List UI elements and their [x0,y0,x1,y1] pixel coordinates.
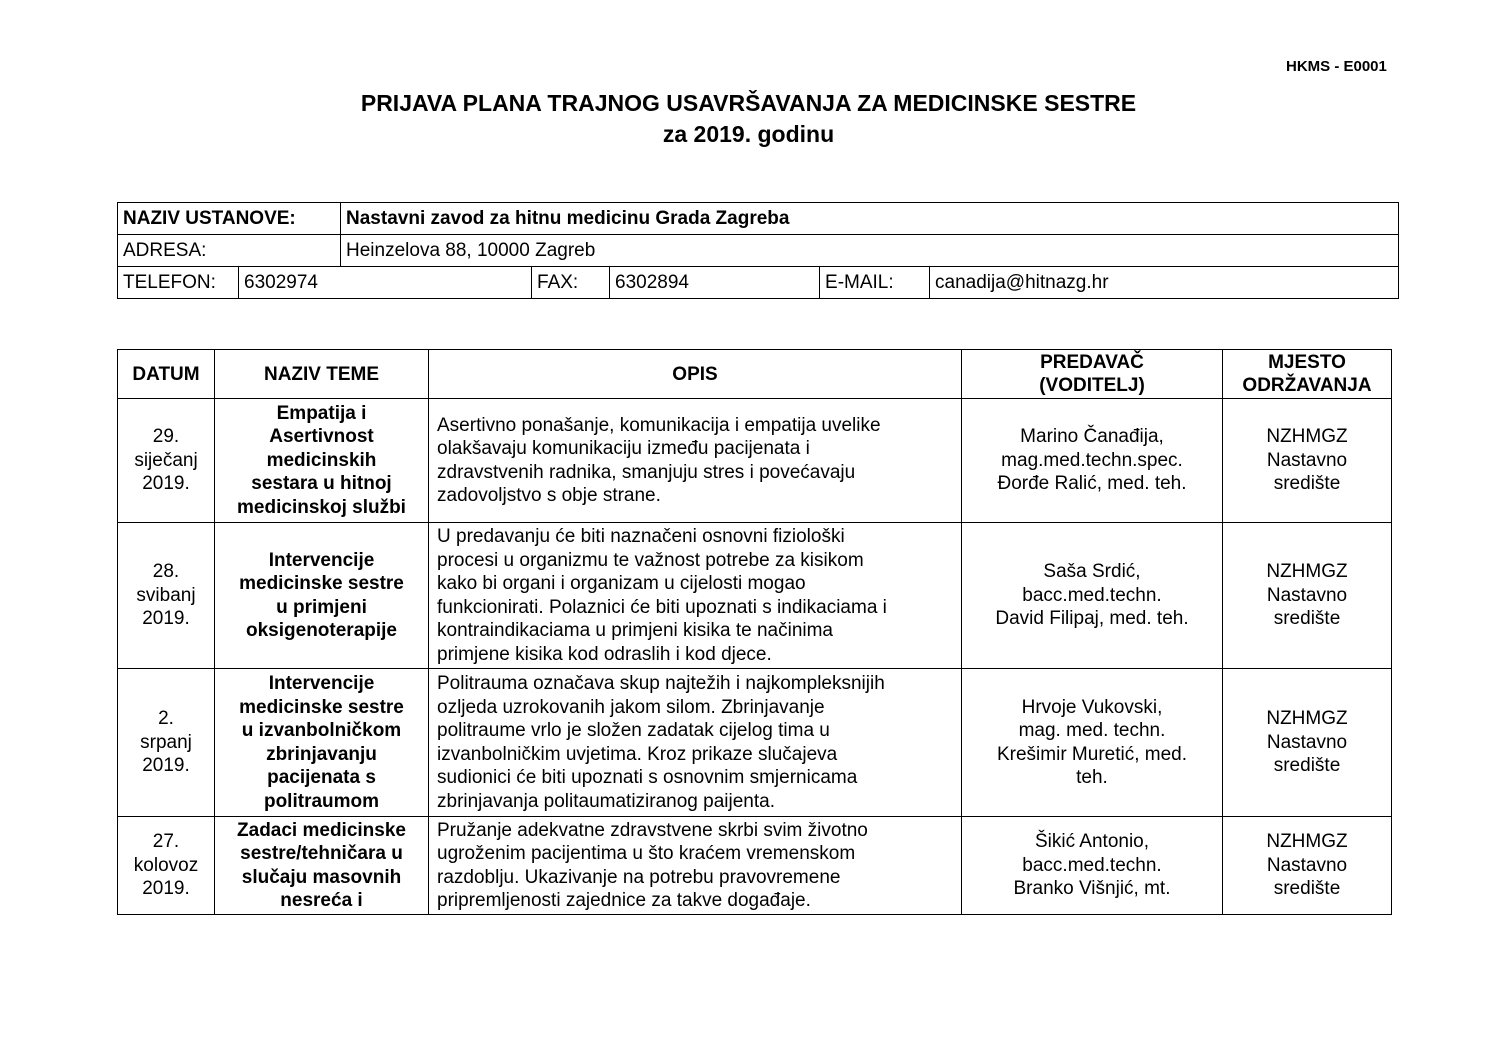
header-description: OPIS [429,350,962,399]
topic-line: sestara u hitnoj [251,473,392,495]
lecturer-cell [962,817,1223,915]
description-line: funkcionirati. Polaznici će biti upoznati s indikaciama i [437,596,887,618]
header-lecturer-line-2: (VODITELJ) [1039,375,1145,396]
lecturer-line: teh. [1076,767,1108,788]
venue-cell [1223,523,1392,669]
date-line: 28. [152,561,180,583]
venue-line: NZHMGZ [1266,561,1348,583]
institution-contact-row [118,267,1399,299]
topic-line: Intervencije [268,549,375,571]
description-line: ozljeda uzrokovanih jakom silom. Zbrinjavanje [437,696,825,718]
description-line: politraume vrlo je složen zadatak cijelog tima u [437,720,830,741]
topic-line: medicinskoj službi [237,496,406,518]
description-line: zbrinjavanja politaumatiziranog paijenta. [437,790,775,812]
venue-line: središte [1273,878,1341,900]
description-line: kontraindikaciama u primjeni kisika te načinima [437,620,834,641]
description-line: zdravstvenih radnika, smanjuju stres i povećavaju [437,461,856,483]
lecturer-line: Saša Srdić, [1043,561,1141,583]
plan-row [118,669,1392,817]
date-cell [118,669,215,817]
header-venue [1223,350,1392,399]
lecturer-cell [962,669,1223,817]
email-label: E-MAIL: [820,267,930,299]
plan-header-row [118,350,1392,399]
topic-line: u izvanbolničkom [241,720,402,741]
venue-line: Nastavno [1266,854,1348,876]
description-line: izvanbolničkim uvjetima. Kroz prikaze slučajeva [437,743,838,765]
venue-line: Nastavno [1266,731,1348,753]
header-topic: NAZIV TEME [215,350,429,399]
venue-cell [1223,817,1392,915]
venue-line: NZHMGZ [1266,708,1348,730]
lecturer-cell [962,399,1223,523]
topic-line: politraumom [263,790,380,812]
description-line: ugroženim pacijentima u što kraćem vremenskom [437,843,856,864]
description-cell [429,817,962,915]
header-venue-line-2: ODRŽAVANJA [1242,375,1372,396]
topic-line: pacijenata s [267,767,376,788]
lecturer-line: bacc.med.techn. [1022,584,1162,606]
venue-line: NZHMGZ [1266,831,1348,853]
institution-name-value: Nastavni zavod za hitnu medicinu Grada Zagreba [341,203,1399,235]
lecturer-line: David Filipaj, med. teh. [995,608,1189,630]
description-line: sudionici će biti upoznati s osnovnim smjernicama [437,767,858,788]
lecturer-line: Marino Čanađija, [1020,426,1164,448]
topic-cell [215,399,429,523]
address-value: Heinzelova 88, 10000 Zagreb [341,235,1399,267]
description-line: zadovoljstvo s obje strane. [437,485,661,506]
lecturer-cell [962,523,1223,669]
topic-cell [215,669,429,817]
topic-cell [215,523,429,669]
description-cell [429,669,962,817]
date-line: 29. [152,426,180,448]
title-line-1: PRIJAVA PLANA TRAJNOG USAVRŠAVANJA ZA MEDICINSKE SESTRE [360,90,1137,116]
title-line-2: za 2019. godinu [662,121,835,147]
address-label: ADRESA: [118,235,341,267]
venue-line: središte [1273,608,1341,630]
topic-cell [215,817,429,915]
date-line: 27. [152,831,180,853]
date-cell [118,523,215,669]
topic-line: medicinskih [266,449,377,471]
email-value: canadija@hitnazg.hr [930,267,1399,299]
description-line: U predavanju će biti naznačeni osnovni fiziološki [437,526,845,547]
date-line: 2019. [142,473,190,495]
topic-line: nesreća i [280,890,363,911]
fax-label: FAX: [532,267,610,299]
date-cell [118,399,215,523]
form-code: HKMS - E0001 [1286,58,1387,75]
venue-cell [1223,669,1392,817]
header-lecturer [962,350,1223,399]
topic-line: oksigenoterapije [246,620,397,641]
topic-line: zbrinjavanju [266,743,377,765]
page-title [0,88,1497,150]
lecturer-line: mag.med.techn.spec. [1001,449,1183,471]
venue-line: Nastavno [1266,584,1348,606]
institution-table [117,202,1399,299]
venue-line: središte [1273,755,1341,777]
topic-line: Asertivnost [269,426,374,448]
phone-value: 6302974 [239,267,532,299]
description-cell [429,523,962,669]
lecturer-line: Šikić Antonio, [1034,831,1150,853]
description-line: razdoblju. Ukazivanje na potrebu pravovremene [437,866,841,888]
institution-name-label: NAZIV USTANOVE: [118,203,341,235]
topic-line: sestre/tehničara u [240,843,403,864]
venue-line: Nastavno [1266,449,1348,471]
header-lecturer-line-1: PREDAVAČ [1040,352,1144,373]
institution-name-row [118,203,1399,235]
plan-row [118,817,1392,915]
description-line: Pružanje adekvatne zdravstvene skrbi svim životno [437,819,868,841]
topic-line: Zadaci medicinske [237,819,406,841]
plan-row [118,399,1392,523]
description-line: pripremljenosti zajednice za takve događaje. [437,890,811,911]
date-line: kolovoz [133,854,199,876]
description-line: procesi u organizmu te važnost potrebe za kisikom [437,549,864,571]
venue-line: središte [1273,473,1341,495]
description-line: kako bi organi i organizam u cijelosti mogao [437,573,806,594]
description-line: primjene kisika kod odraslih i kod djece. [437,643,772,665]
lecturer-line: Hrvoje Vukovski, [1021,696,1163,718]
education-plan-table [117,349,1392,915]
venue-line: NZHMGZ [1266,426,1348,448]
date-line: svibanj [136,584,196,606]
topic-line: Empatija i [276,402,367,424]
institution-address-row [118,235,1399,267]
topic-line: medicinske sestre [239,696,404,718]
topic-line: medicinske sestre [239,573,404,594]
date-line: 2. [158,708,174,730]
date-line: 2019. [142,755,190,777]
date-cell [118,817,215,915]
lecturer-line: mag. med. techn. [1018,720,1166,741]
description-cell [429,399,962,523]
date-line: siječanj [134,449,198,471]
description-line: Politrauma označava skup najtežih i najkompleksnijih [437,673,885,694]
lecturer-line: bacc.med.techn. [1022,854,1162,876]
topic-line: slučaju masovnih [241,866,402,888]
description-line: olakšavaju komunikaciju između pacijenata i [437,438,810,459]
topic-line: Intervencije [268,673,375,694]
plan-row [118,523,1392,669]
lecturer-line: Branko Višnjić, mt. [1013,878,1171,900]
date-line: 2019. [142,608,190,630]
date-line: 2019. [142,878,190,900]
lecturer-line: Krešimir Muretić, med. [996,743,1188,765]
header-date: DATUM [118,350,215,399]
venue-cell [1223,399,1392,523]
topic-line: u primjeni [276,596,367,618]
phone-label: TELEFON: [118,267,239,299]
date-line: srpanj [140,731,192,753]
fax-value: 6302894 [610,267,820,299]
lecturer-line: Đorđe Ralić, med. teh. [997,473,1187,495]
description-line: Asertivno ponašanje, komunikacija i empatija uvelike [437,414,881,436]
header-venue-line-1: MJESTO [1268,352,1346,373]
